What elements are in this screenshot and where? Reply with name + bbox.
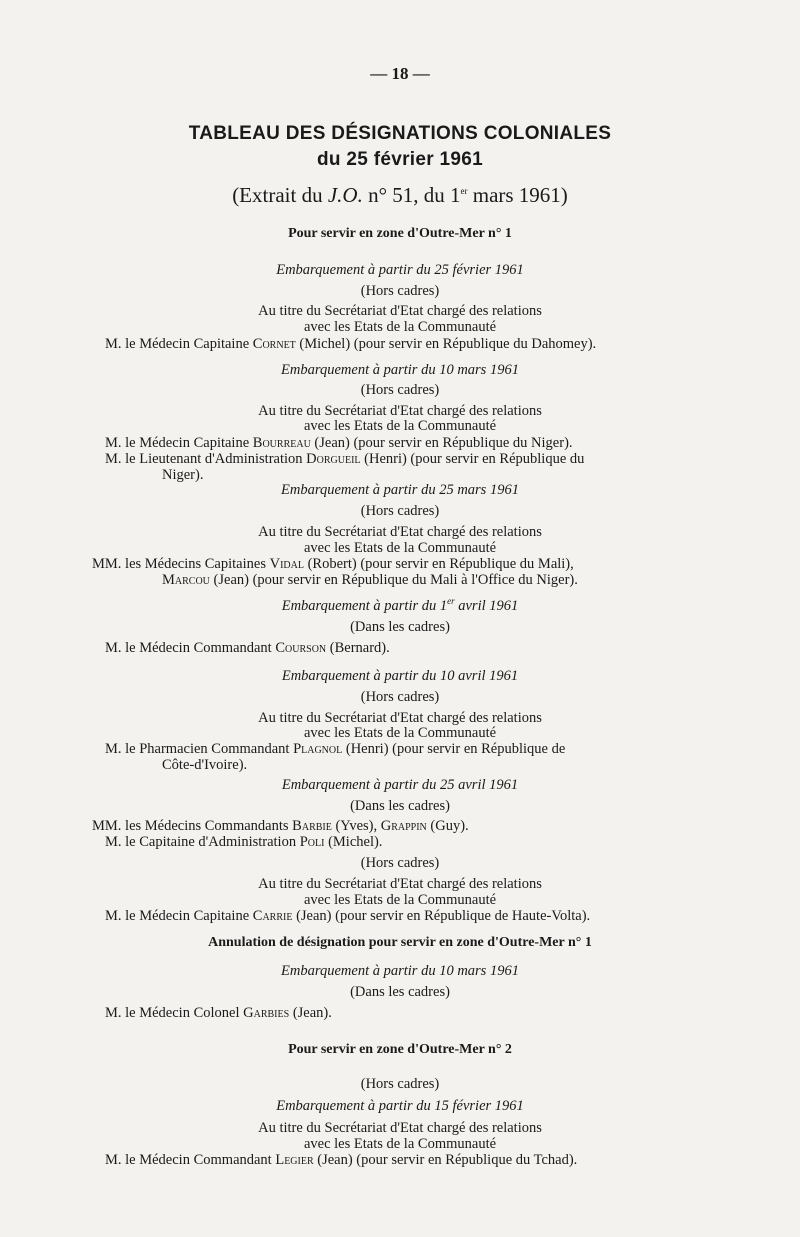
titre-line: avec les Etats de la Communauté: [303, 1136, 497, 1152]
cadres-line: (Hors cadres): [360, 382, 440, 398]
designation-entry: MM. les Médecins Commandants Barbie (Yves), Grappin (Guy).: [92, 818, 469, 834]
designation-entry: M. le Médecin Commandant Legier (Jean) (pour servir en République du Tchad).: [105, 1152, 578, 1168]
cadres-line: (Hors cadres): [360, 855, 440, 871]
embarquement-line: Embarquement à partir du 10 avril 1961: [281, 668, 519, 684]
embarquement-line: Embarquement à partir du 10 mars 1961: [281, 963, 519, 979]
section-heading-zone-1: Pour servir en zone d'Outre-Mer n° 1: [288, 226, 512, 241]
titre-line: avec les Etats de la Communauté: [303, 540, 497, 556]
titre-line: Au titre du Secrétariat d'Etat chargé des relations: [258, 876, 542, 892]
designation-entry-continuation: Niger).: [162, 467, 204, 483]
cadres-line: (Dans les cadres): [350, 798, 450, 814]
titre-line: avec les Etats de la Communauté: [303, 892, 497, 908]
designation-entry: M. le Pharmacien Commandant Plagnol (Henri) (pour servir en République de: [105, 741, 566, 757]
document-title: TABLEAU DES DÉSIGNATIONS COLONIALES: [188, 123, 612, 144]
cadres-line: (Hors cadres): [360, 1076, 440, 1092]
titre-line: Au titre du Secrétariat d'Etat chargé des relations: [258, 1120, 542, 1136]
titre-line: avec les Etats de la Communauté: [303, 418, 497, 434]
designation-entry: M. le Capitaine d'Administration Poli (Michel).: [105, 834, 383, 850]
cadres-line: (Dans les cadres): [350, 984, 450, 1000]
page-number: — 18 —: [370, 64, 430, 83]
designation-entry: MM. les Médecins Capitaines Vidal (Robert) (pour servir en République du Mali),: [92, 556, 574, 572]
embarquement-line: Embarquement à partir du 1er avril 1961: [281, 596, 519, 614]
designation-entry: M. le Médecin Capitaine Bourreau (Jean) (pour servir en République du Niger).: [105, 435, 573, 451]
titre-line: Au titre du Secrétariat d'Etat chargé des relations: [258, 403, 542, 419]
cadres-line: (Hors cadres): [360, 283, 440, 299]
titre-line: avec les Etats de la Communauté: [303, 725, 497, 741]
embarquement-line: Embarquement à partir du 25 avril 1961: [281, 777, 519, 793]
titre-line: Au titre du Secrétariat d'Etat chargé des relations: [258, 710, 542, 726]
designation-entry-continuation: Marcou (Jean) (pour servir en République du Mali à l'Office du Niger).: [162, 572, 578, 588]
designation-entry: M. le Médecin Capitaine Carrie (Jean) (pour servir en République de Haute-Volta).: [105, 908, 591, 924]
cadres-line: (Hors cadres): [360, 503, 440, 519]
document-date: du 25 février 1961: [317, 149, 483, 170]
titre-line: Au titre du Secrétariat d'Etat chargé des relations: [258, 303, 542, 319]
embarquement-line: Embarquement à partir du 10 mars 1961: [281, 362, 519, 378]
cadres-line: (Dans les cadres): [350, 619, 450, 635]
extrait-line: (Extrait du J.O. n° 51, du 1er mars 1961): [232, 183, 568, 207]
cadres-line: (Hors cadres): [360, 689, 440, 705]
section-heading-annulation: Annulation de désignation pour servir en zone d'Outre-Mer n° 1: [208, 935, 592, 950]
embarquement-line: Embarquement à partir du 25 février 1961: [276, 262, 524, 278]
designation-entry: M. le Médecin Capitaine Cornet (Michel) (pour servir en République du Dahomey).: [105, 336, 597, 352]
designation-entry: M. le Médecin Commandant Courson (Bernard).: [105, 640, 390, 656]
titre-line: Au titre du Secrétariat d'Etat chargé des relations: [258, 524, 542, 540]
embarquement-line: Embarquement à partir du 25 mars 1961: [281, 482, 519, 498]
designation-entry: M. le Lieutenant d'Administration Dorgueil (Henri) (pour servir en République du: [105, 451, 585, 467]
designation-entry-continuation: Côte-d'Ivoire).: [162, 757, 248, 773]
titre-line: avec les Etats de la Communauté: [303, 319, 497, 335]
designation-entry: M. le Médecin Colonel Garbies (Jean).: [105, 1005, 332, 1021]
embarquement-line: Embarquement à partir du 15 février 1961: [276, 1098, 524, 1114]
section-heading-zone-2: Pour servir en zone d'Outre-Mer n° 2: [288, 1042, 512, 1057]
